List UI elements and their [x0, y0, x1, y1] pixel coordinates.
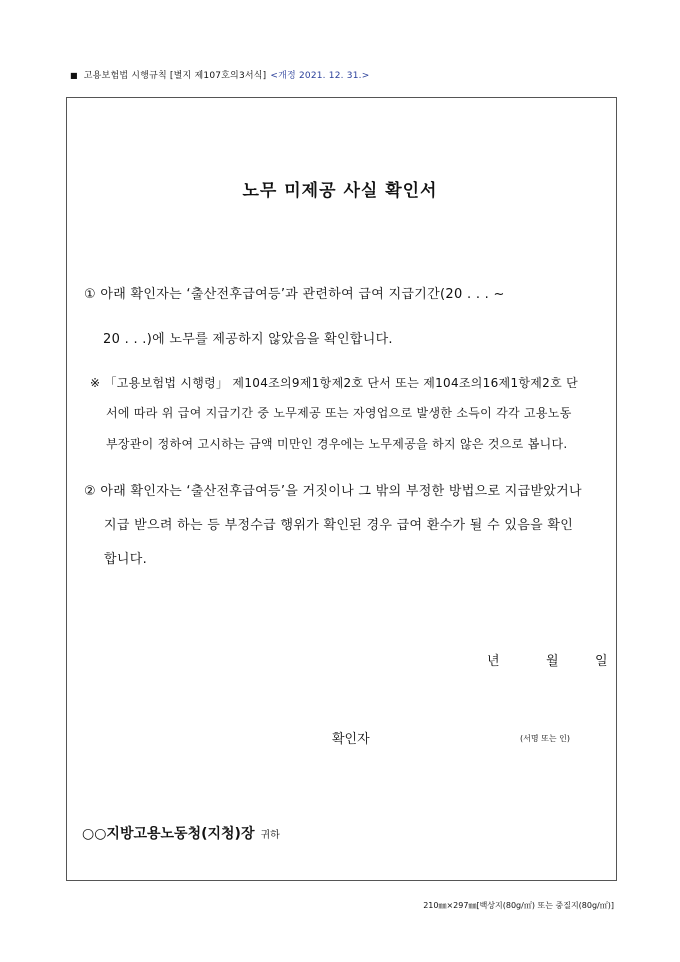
- addressee: [82, 823, 280, 843]
- form-reference: 고용보험법 시행규칙 [별지 제107호의3서식]: [83, 71, 267, 81]
- note-line1: ※ 「고용보험법 시행령」 제104조의9제1항제2호 단서 또는 제104조의16제1항제2호 단: [90, 376, 578, 390]
- square-marker: ■: [70, 71, 78, 80]
- para1-line1: ① 아래 확인자는 ‘출산전후급여등’과 관련하여 급여 지급기간(20 . . . ~: [84, 287, 505, 302]
- confirmer-label: 확인자: [332, 732, 370, 747]
- paper-spec-note: 210㎜×297㎜[백상지(80g/㎡) 또는 중질지(80g/㎡)]: [423, 901, 614, 910]
- date-month-label: 월: [546, 654, 559, 669]
- addressee-suffix: 귀하: [260, 830, 280, 841]
- date-day-label: 일: [595, 654, 608, 669]
- note-line3: 부장관이 정하여 고시하는 금액 미만인 경우에는 노무제공을 하지 않은 것으로 봅니다.: [106, 437, 568, 451]
- note-line2: 서에 따라 위 급여 지급기간 중 노무제공 또는 자영업으로 발생한 소득이 각각 고용노동: [106, 406, 572, 420]
- para1-line2: 20 . . .)에 노무를 제공하지 않았음을 확인합니다.: [103, 332, 393, 347]
- date-year-label: 년: [487, 654, 500, 669]
- para2-line2: 지급 받으려 하는 등 부정수급 행위가 확인된 경우 급여 환수가 될 수 있음을 확인: [104, 518, 574, 533]
- para2-line3: 합니다.: [104, 552, 148, 567]
- addressee-name: ○○지방고용노동청(지청)장: [82, 826, 255, 842]
- form-header-note: [70, 68, 369, 81]
- document-title: 노무 미제공 사실 확인서: [242, 181, 438, 201]
- para2-line1: ② 아래 확인자는 ‘출산전후급여등’을 거짓이나 그 밖의 부정한 방법으로 지급받았거나: [84, 484, 582, 499]
- signature-note: (서명 또는 인): [520, 734, 570, 743]
- revision-date: <개정 2021. 12. 31.>: [270, 71, 370, 81]
